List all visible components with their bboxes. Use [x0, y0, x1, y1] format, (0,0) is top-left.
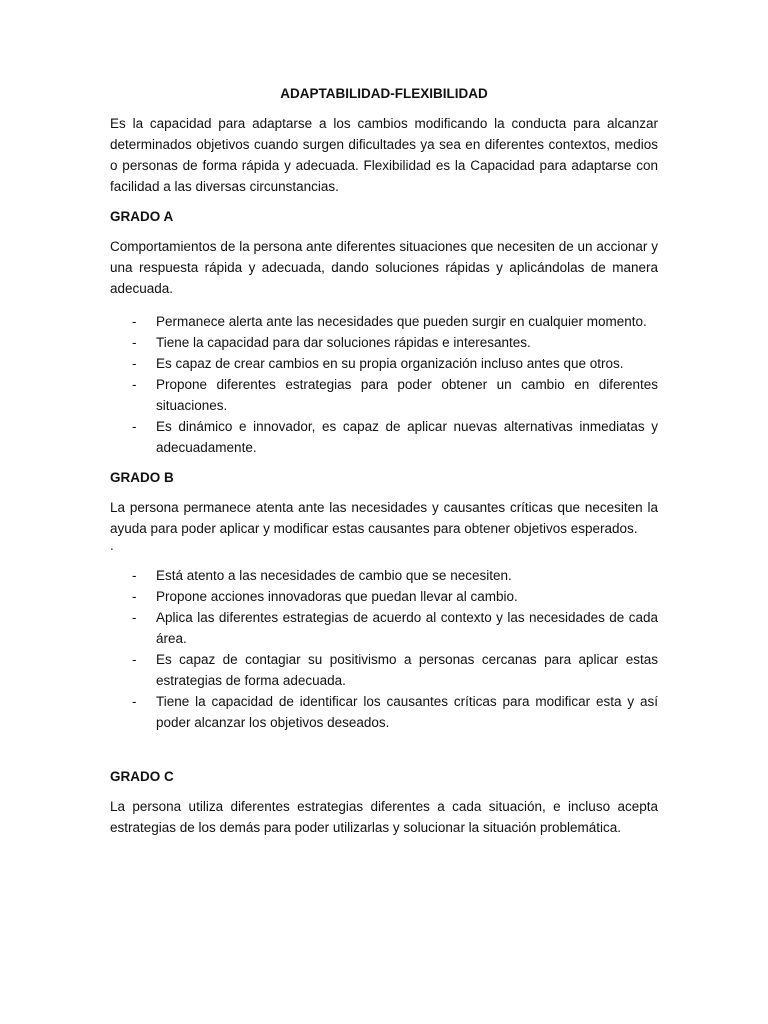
- grado-c-description: La persona utiliza diferentes estrategias diferentes a cada situación, e incluso acepta estrategias de los demás para poder utilizarlas y solucionar la situación problemática.: [110, 799, 658, 835]
- list-item-text: Permanece alerta ante las necesidades que pueden surgir en cualquier momento.: [156, 314, 647, 329]
- document-title: ADAPTABILIDAD-FLEXIBILIDAD: [280, 86, 488, 101]
- list-item-text: Propone diferentes estrategias para poder obtener un cambio en diferentes situaciones.: [156, 377, 658, 413]
- grado-a-heading: GRADO A: [110, 209, 174, 224]
- list-item: [110, 691, 658, 733]
- grado-c-heading: GRADO C: [110, 769, 174, 784]
- grado-a-bullet-list: [110, 311, 658, 458]
- bullet-dash: -: [132, 356, 137, 371]
- stray-period: .: [110, 538, 114, 553]
- list-item: [110, 416, 658, 458]
- bullet-dash: -: [132, 377, 137, 392]
- list-item-text: Es dinámico e innovador, es capaz de aplicar nuevas alternativas inmediatas y adecuadamente.: [156, 419, 658, 455]
- list-item-text: Está atento a las necesidades de cambio que se necesiten.: [156, 568, 512, 583]
- bullet-dash: -: [132, 610, 137, 625]
- bullet-dash: -: [132, 419, 137, 434]
- grado-b-description: La persona permanece atenta ante las necesidades y causantes críticas que necesiten la ayuda para poder aplicar y modificar estas causantes para obtener objetivos esperados.: [110, 500, 658, 536]
- list-item: [110, 607, 658, 649]
- list-item-text: Propone acciones innovadoras que puedan llevar al cambio.: [156, 589, 518, 604]
- list-item-text: Aplica las diferentes estrategias de acuerdo al contexto y las necesidades de cada área.: [156, 610, 658, 646]
- section-spacer: [110, 745, 658, 769]
- list-item-text: Es capaz de crear cambios en su propia organización incluso antes que otros.: [156, 356, 624, 371]
- list-item: [110, 332, 658, 353]
- bullet-dash: -: [132, 589, 137, 604]
- grado-b-bullet-list: [110, 565, 658, 733]
- bullet-dash: -: [132, 694, 137, 709]
- list-item-text: Es capaz de contagiar su positivismo a personas cercanas para aplicar estas estrategias de forma adecuada.: [156, 652, 658, 688]
- list-item: [110, 565, 658, 586]
- intro-paragraph: Es la capacidad para adaptarse a los cambios modificando la conducta para alcanzar determinados objetivos cuando surgen dificultades ya sea en diferentes contextos, medios o personas de forma rápida y adecuada. Flexibilidad es la Capacidad para adaptarse con facilidad a las diversas circunstancias.: [110, 116, 658, 194]
- grado-a-description: Comportamientos de la persona ante diferentes situaciones que necesiten de un accionar y una respuesta rápida y adecuada, dando soluciones rápidas y aplicándolas de manera adecuada.: [110, 239, 658, 296]
- list-item: [110, 353, 658, 374]
- list-item: [110, 586, 658, 607]
- bullet-dash: -: [132, 335, 137, 350]
- bullet-dash: -: [132, 652, 137, 667]
- list-item-text: Tiene la capacidad de identificar los causantes críticas para modificar esta y así poder alcanzar los objetivos deseados.: [156, 694, 658, 730]
- list-item: [110, 374, 658, 416]
- bullet-dash: -: [132, 314, 137, 329]
- list-item: [110, 649, 658, 691]
- list-item: [110, 311, 658, 332]
- list-item-text: Tiene la capacidad para dar soluciones rápidas e interesantes.: [156, 335, 531, 350]
- grado-b-heading: GRADO B: [110, 470, 174, 485]
- bullet-dash: -: [132, 568, 137, 583]
